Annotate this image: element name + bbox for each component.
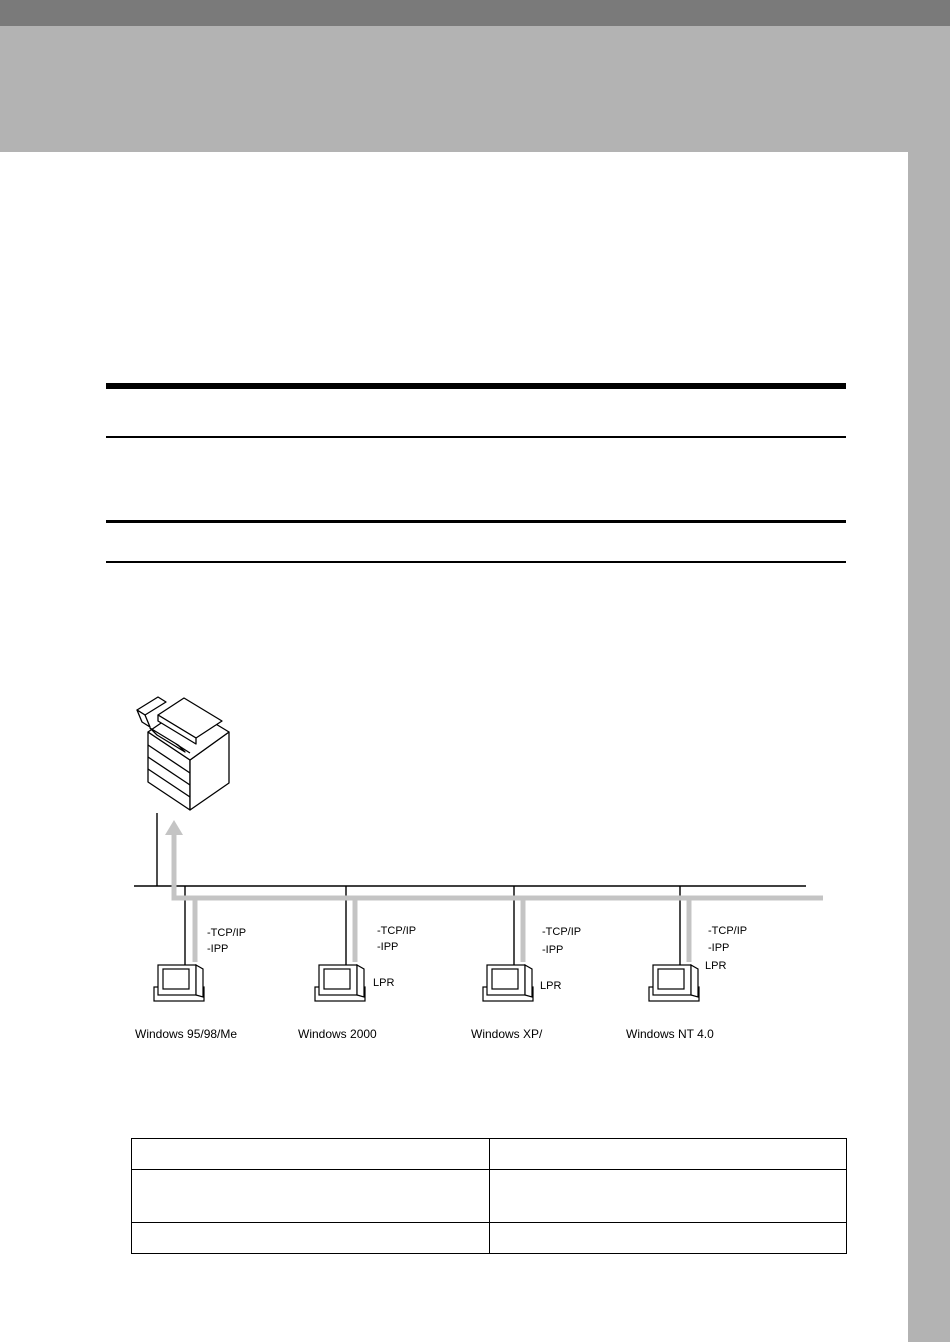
lpr-label-win2000: LPR bbox=[373, 977, 395, 989]
table-cell bbox=[132, 1139, 490, 1170]
client-label-win9x: Windows 95/98/Me bbox=[135, 1027, 238, 1041]
protocol-ipp: -IPP bbox=[708, 942, 730, 954]
table-row bbox=[132, 1170, 847, 1223]
protocol-labels-winnt bbox=[708, 923, 747, 957]
protocol-tcpip: -TCP/IP bbox=[207, 927, 247, 939]
protocol-tcpip: -TCP/IP bbox=[542, 926, 582, 938]
table-cell bbox=[490, 1223, 847, 1254]
client-label-win2000: Windows 2000 bbox=[298, 1027, 377, 1041]
protocol-ipp: -IPP bbox=[377, 941, 399, 953]
protocol-tcpip: -TCP/IP bbox=[708, 925, 748, 937]
arrow-head bbox=[165, 820, 183, 835]
info-table bbox=[131, 1138, 847, 1254]
lpr-label-winnt: LPR bbox=[705, 960, 727, 972]
protocol-labels-winxp bbox=[542, 923, 581, 959]
client-label-winxp: Windows XP/ bbox=[471, 1027, 543, 1041]
table-row bbox=[132, 1139, 847, 1170]
client-label-winnt: Windows NT 4.0 bbox=[626, 1027, 714, 1041]
protocol-labels-win9x bbox=[207, 925, 246, 957]
table-cell bbox=[132, 1223, 490, 1254]
computer-icon bbox=[154, 965, 204, 1001]
printer-icon bbox=[137, 697, 229, 810]
table-cell bbox=[132, 1170, 490, 1223]
protocol-tcpip: -TCP/IP bbox=[377, 925, 417, 937]
computer-icon bbox=[649, 965, 699, 1001]
lpr-label-winxp: LPR bbox=[540, 980, 562, 992]
protocol-labels-win2000 bbox=[377, 923, 416, 955]
protocol-ipp: -IPP bbox=[207, 943, 229, 955]
protocol-ipp: -IPP bbox=[542, 944, 564, 956]
computer-icon bbox=[483, 965, 533, 1001]
table-cell bbox=[490, 1139, 847, 1170]
table-cell bbox=[490, 1170, 847, 1223]
table-row bbox=[132, 1223, 847, 1254]
computer-icon bbox=[315, 965, 365, 1001]
